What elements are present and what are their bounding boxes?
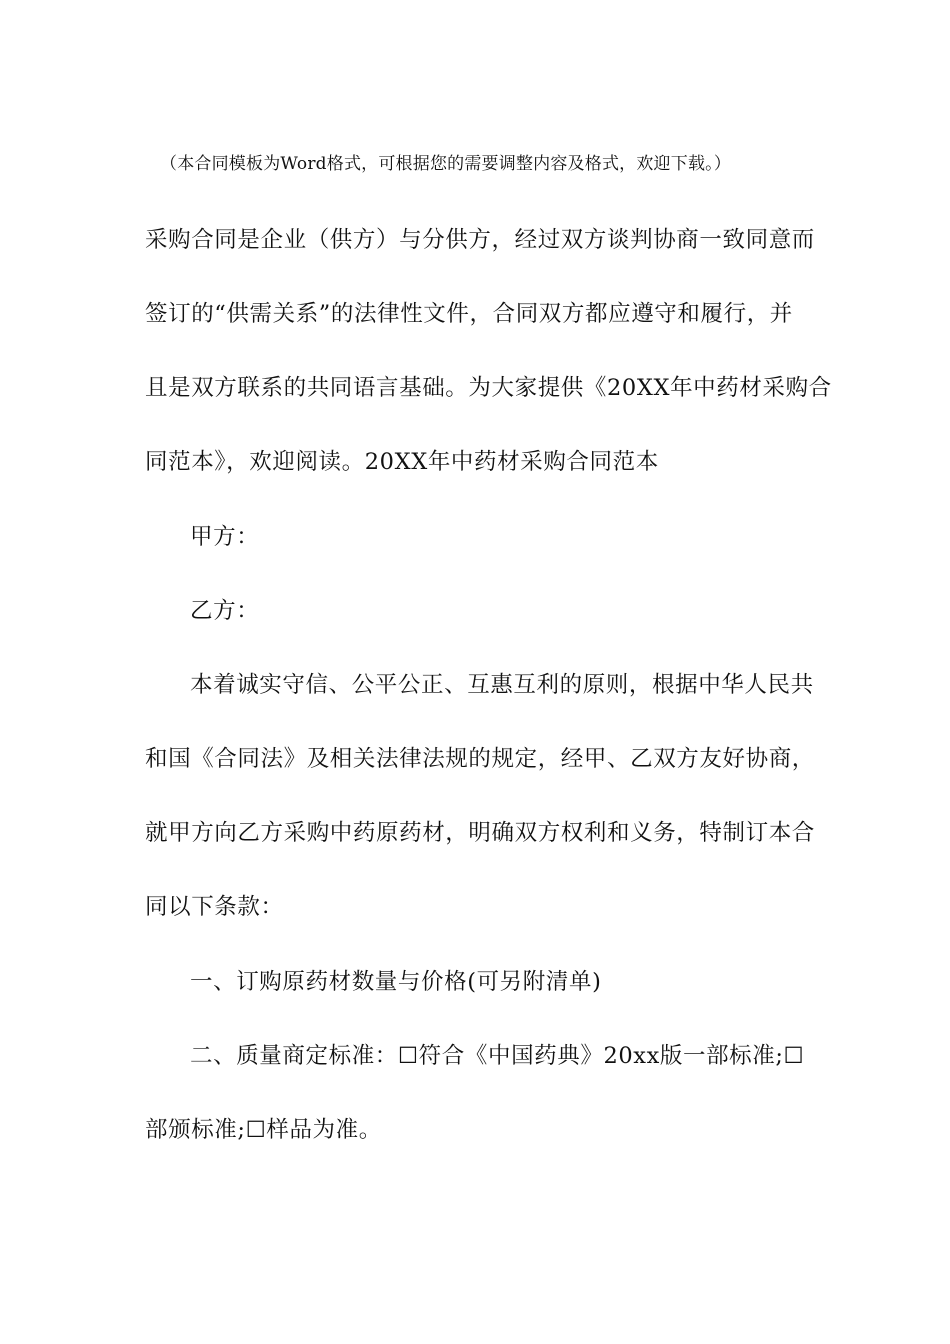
intro-line: 采购合同是企业（供方）与分供方，经过双方谈判协商一致同意而 [145, 227, 815, 253]
principle-paragraph [145, 648, 815, 944]
clause-2-paragraph [145, 1019, 805, 1167]
principle-line: 同以下条款： [145, 894, 284, 920]
clause-2-line: 二、质量商定标准：☐符合《中国药典》20xx版一部标准;☐ [190, 1043, 805, 1069]
party-a-label: 甲方： [190, 524, 260, 550]
principle-line: 就甲方向乙方采购中药原药材，明确双方权利和义务，特制订本合 [145, 820, 815, 846]
clause-1-text: 一、订购原药材数量与价格(可另附清单) [190, 969, 602, 995]
intro-line: 同范本》，欢迎阅读。20XX年中药材采购合同范本 [145, 449, 659, 475]
party-b-label: 乙方： [190, 598, 260, 624]
principle-line: 本着诚实守信、公平公正、互惠互利的原则，根据中华人民共 [190, 672, 814, 698]
clause-2-line: 部颁标准;☐样品为准。 [145, 1117, 382, 1143]
party-b-paragraph [145, 574, 805, 648]
intro-line: 签订的“供需关系”的法律性文件，合同双方都应遵守和履行，并 [145, 301, 793, 327]
party-a-paragraph [145, 500, 805, 574]
principle-line: 和国《合同法》及相关法律法规的规定，经甲、乙双方友好协商， [145, 746, 815, 772]
template-note: （本合同模板为Word格式，可根据您的需要调整内容及格式，欢迎下载。） [160, 154, 732, 174]
intro-paragraph [145, 203, 832, 499]
intro-line: 且是双方联系的共同语言基础。为大家提供《20XX年中药材采购合 [145, 375, 832, 401]
clause-1-paragraph [145, 945, 805, 1019]
